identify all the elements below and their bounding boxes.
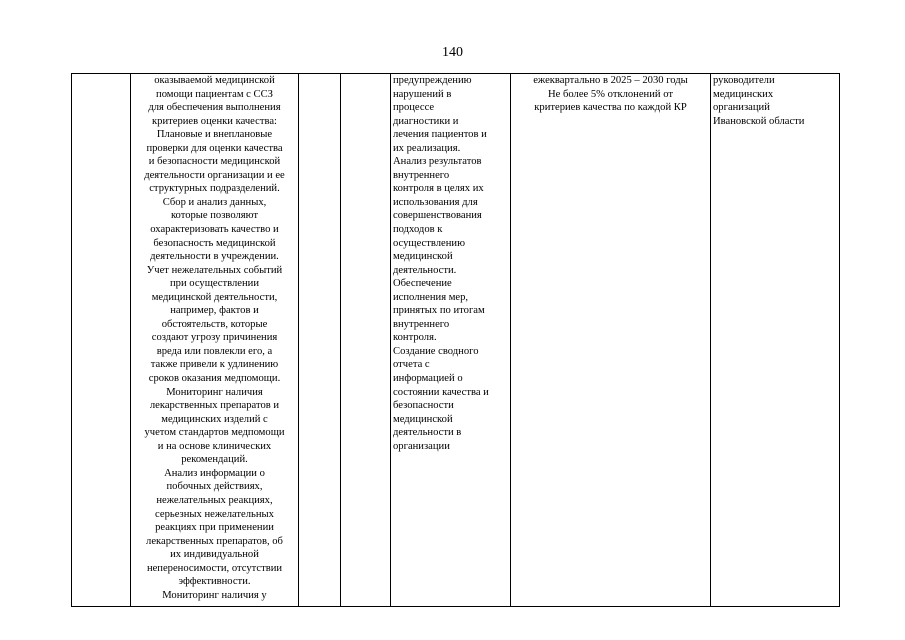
cell-text-line: лечения пациентов и — [393, 129, 487, 141]
cell-text-line: побочных действиях, — [166, 481, 263, 493]
cell-text-line: Ивановской области — [713, 115, 805, 127]
cell-text-line: оказываемой медицинской — [154, 75, 275, 86]
cell-text-line: деятельности в — [393, 427, 462, 439]
cell-text-line: Учет нежелательных событий — [146, 264, 283, 276]
cell-text-line: критериев качества по каждой КР — [534, 102, 687, 114]
cell-text-line: осуществлению — [393, 237, 465, 249]
cell-text-line: также привели к удлинению — [150, 359, 279, 371]
cell-text-line: медицинских — [713, 88, 774, 100]
cell-text-line: помощи пациентам с ССЗ — [156, 88, 273, 100]
cell-text-line: Мониторинг наличия у — [162, 589, 267, 601]
cell-text-line: организаций — [713, 102, 770, 114]
cell-text-line: и безопасности медицинской — [148, 156, 281, 168]
cell-text-line: отчета с — [393, 359, 430, 371]
document-table — [71, 73, 840, 607]
cell-text-line: Создание сводного — [393, 345, 479, 357]
cell-text-line: состоянии качества и — [393, 386, 489, 398]
cell-text-line: предупреждению — [393, 75, 472, 86]
cell-text-line: Анализ информации о — [164, 467, 265, 479]
cell-text-line: исполнения мер, — [393, 291, 469, 303]
cell-text-line: сроков оказания медпомощи. — [148, 373, 281, 385]
cell-text-line: вреда или повлекли его, а — [156, 345, 273, 357]
cell-activities — [131, 74, 299, 607]
cell-text-line: контроля в целях их — [393, 183, 484, 195]
cell-text-line: серьезных нежелательных — [155, 508, 274, 520]
table-row — [72, 74, 840, 607]
cell-text-line: их индивидуальной — [170, 549, 259, 561]
cell-text-line: критериев оценки качества: — [152, 115, 277, 127]
cell-text-line: руководители — [713, 75, 775, 86]
cell-text-line: медицинской — [393, 251, 453, 263]
cell-text-line: их реализация. — [393, 142, 461, 154]
cell-text-line: контроля. — [393, 332, 437, 344]
cell-text-line: использования для — [393, 196, 478, 208]
cell-text-line: деятельности в учреждении. — [150, 251, 279, 263]
cell-text-line: безопасность медицинской — [153, 237, 276, 249]
cell-text-line: Не более 5% отклонений от — [548, 88, 673, 100]
cell-text-line: охарактеризовать качество и — [150, 224, 279, 236]
cell-empty-1 — [299, 74, 341, 607]
cell-text-line: реакциях при применении — [155, 522, 274, 534]
cell-responsible — [711, 74, 840, 607]
cell-text-line: при осуществлении — [169, 278, 260, 290]
cell-text-line: деятельности организации и ее — [144, 169, 285, 181]
cell-text-line: проверки для оценки качества — [146, 142, 283, 154]
cell-text-line: например, фактов и — [170, 305, 259, 317]
cell-text-line: информацией о — [393, 373, 463, 385]
cell-empty-2 — [341, 74, 391, 607]
cell-text-line: медицинской деятельности, — [151, 291, 278, 303]
cell-text-line: для обеспечения выполнения — [148, 102, 281, 114]
cell-text-line: создают угрозу причинения — [151, 332, 278, 344]
cell-text-line: совершенствования — [393, 210, 482, 222]
cell-text-line: которые позволяют — [170, 210, 259, 222]
cell-text-line: деятельности. — [393, 264, 457, 276]
cell-text-line: внутреннего — [393, 169, 450, 181]
cell-text-line: лекарственных препаратов и — [149, 400, 280, 412]
cell-text-line: внутреннего — [393, 318, 450, 330]
cell-text-line: Мониторинг наличия — [166, 386, 263, 398]
cell-number — [72, 74, 131, 607]
cell-results — [391, 74, 511, 607]
cell-text-line: структурных подразделений. — [149, 183, 280, 195]
cell-text-line: лекарственных препаратов, об — [146, 535, 283, 547]
cell-text-line: нежелательных реакциях, — [156, 494, 273, 506]
cell-text-line: подходов к — [393, 224, 443, 236]
cell-text-line: диагностики и — [393, 115, 459, 127]
page-number: 140 — [442, 45, 463, 60]
cell-text-line: принятых по итогам — [393, 305, 485, 317]
cell-text-line: процессе — [393, 102, 435, 114]
cell-text-line: безопасности — [393, 400, 454, 412]
cell-text-line: непереносимости, отсутствии — [146, 562, 283, 574]
cell-text-line: рекомендаций. — [181, 454, 248, 466]
cell-text-line: медицинской — [393, 413, 453, 425]
cell-text-line: и на основе клинических — [157, 440, 272, 452]
cell-deadline-criteria — [511, 74, 711, 607]
cell-text-line: медицинских изделий с — [161, 413, 268, 425]
cell-text-line: Сбор и анализ данных, — [162, 196, 267, 208]
cell-text-line: нарушений в — [393, 88, 452, 100]
cell-text-line: эффективности. — [178, 576, 251, 588]
cell-text-line: ежеквартально в 2025 – 2030 годы — [533, 75, 688, 86]
cell-text-line: Анализ результатов — [393, 156, 482, 168]
cell-text-line: Плановые и внеплановые — [156, 129, 273, 141]
cell-text-line: обстоятельств, которые — [161, 318, 268, 330]
cell-text-line: учетом стандартов медпомощи — [144, 427, 285, 439]
cell-text-line: Обеспечение — [393, 278, 452, 290]
cell-text-line: организации — [393, 440, 450, 452]
